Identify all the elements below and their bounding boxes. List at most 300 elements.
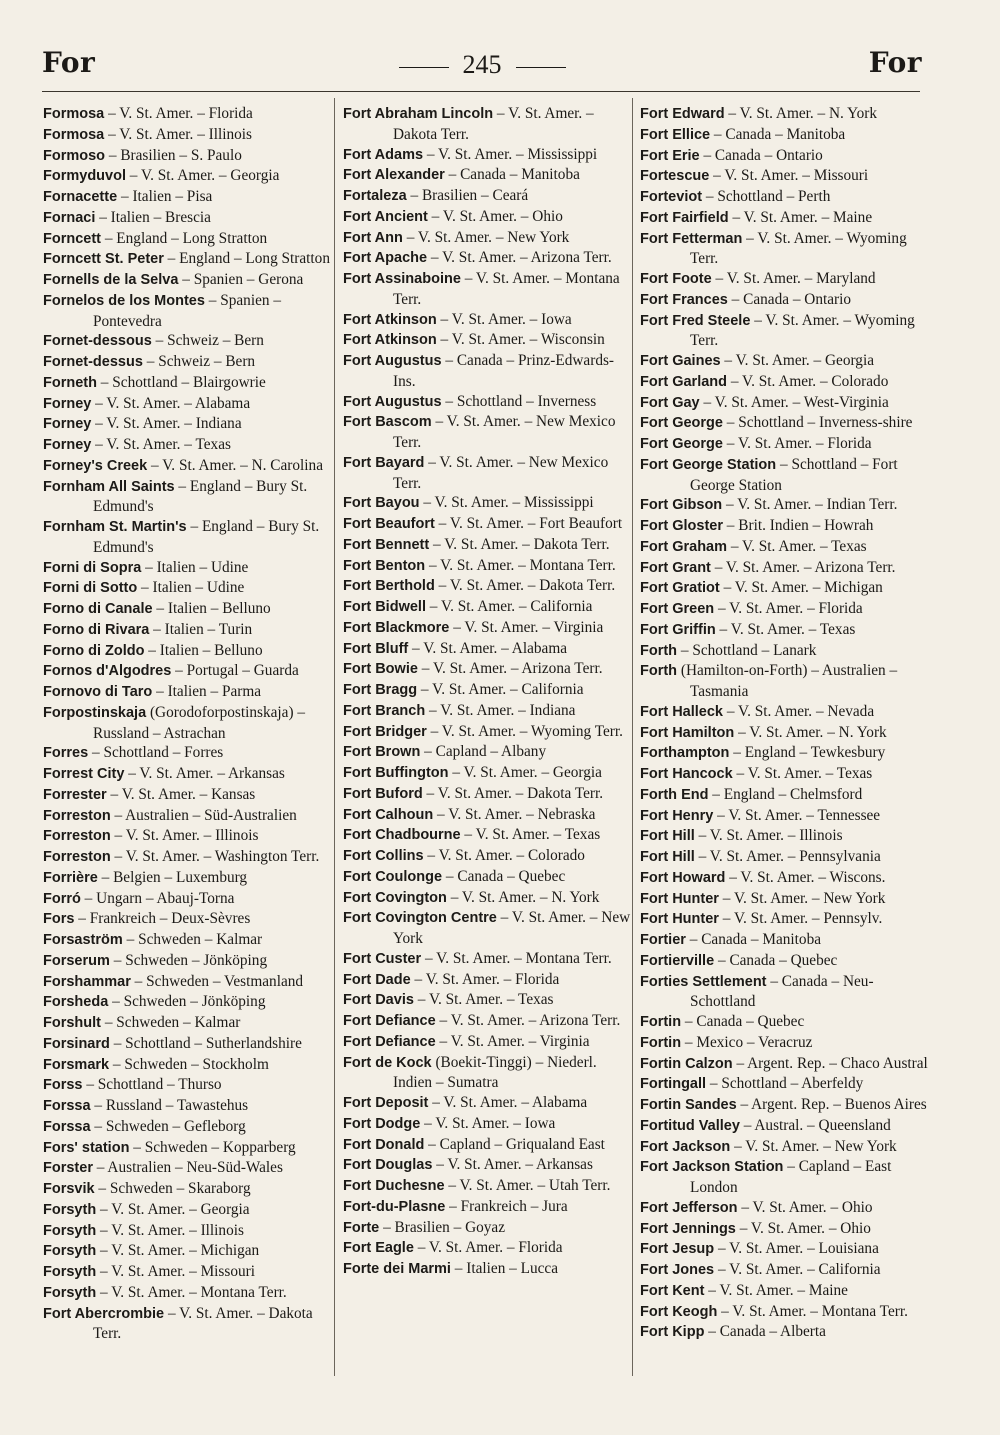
entry-location: – V. St. Amer. – Texas (413, 991, 554, 1009)
page-number: 245 (462, 50, 502, 79)
gazetteer-entry (343, 104, 631, 145)
entry-placename: Forsyth (43, 1284, 97, 1301)
gazetteer-entry (43, 806, 331, 827)
entry-placename: Forni di Sotto (43, 580, 138, 597)
entry-location: – V. St. Amer. – Florida (410, 970, 560, 988)
gazetteer-entry (640, 1281, 928, 1302)
gazetteer-entry (343, 1218, 631, 1239)
entry-location: – V. St. Amer. – Nebraska (433, 805, 596, 823)
entry-location: – Italien – Udine (141, 558, 249, 576)
entry-location: – V. St. Amer. – Ohio (735, 1219, 871, 1237)
gazetteer-entry (343, 514, 631, 535)
gazetteer-entry (43, 641, 331, 662)
gazetteer-entry (43, 1221, 331, 1242)
gazetteer-entry (43, 146, 331, 167)
entry-location: – Schweden – Jönköping (108, 993, 266, 1011)
gazetteer-entry (640, 620, 928, 641)
entry-placename: Forth (640, 642, 678, 659)
entry-location: – V. St. Amer. – Georgia (125, 167, 280, 185)
entry-placename: Forni di Sopra (43, 559, 142, 576)
gazetteer-entry (640, 661, 928, 702)
gazetteer-column-2 (343, 104, 631, 1280)
gazetteer-entry (43, 1283, 331, 1304)
entry-placename: Fort Hill (640, 828, 695, 845)
entry-placename: Fort Erie (640, 147, 700, 164)
entry-placename: Fort Calhoun (343, 806, 434, 823)
entry-location: – V. St. Amer. – Dakota Terr. (434, 577, 616, 595)
entry-placename: Fortaleza (343, 188, 407, 204)
gazetteer-entry (43, 682, 331, 703)
entry-placename: Fort Buford (343, 785, 423, 802)
entry-location: – V. St. Amer. – Montana Terr. (393, 270, 620, 308)
gazetteer-entry (640, 393, 928, 414)
entry-location: – Spanien – Pontevedra (93, 291, 281, 330)
entry-location: – Capland – East London (690, 1158, 892, 1196)
gazetteer-entry (343, 1259, 631, 1280)
entry-placename: Fort Gloster (640, 518, 723, 534)
entry-location: – Canada – Manitoba (444, 166, 580, 184)
entry-location: – V. St. Amer. – Florida (413, 1239, 563, 1257)
entry-location: – V. St. Amer. – New Mexico Terr. (393, 413, 616, 451)
gazetteer-entry (640, 166, 928, 187)
entry-placename: Forreston (43, 807, 111, 824)
entry-location: (Gorodoforpostinskaja) – Russland – Astrachan (93, 703, 306, 742)
gazetteer-entry (43, 373, 331, 394)
entry-location: – V. St. Amer. – Michigan (719, 579, 883, 597)
entry-placename: Fortierville (640, 952, 715, 969)
gazetteer-entry (43, 104, 331, 125)
entry-location: – V. St. Amer. – Dakota Terr. (422, 784, 604, 802)
entry-location: – Schweiz – Bern (142, 353, 256, 370)
gazetteer-entry (43, 456, 331, 477)
entry-placename: Fornells de la Selva (43, 272, 179, 288)
gazetteer-entry (343, 186, 631, 207)
gazetteer-entry (43, 208, 331, 229)
gazetteer-entry (640, 806, 928, 827)
gazetteer-entry (43, 764, 331, 785)
entry-placename: Fort Davis (343, 992, 414, 1009)
entry-location: – Schweden – Kopparberg (129, 1138, 296, 1156)
gazetteer-entry (343, 949, 631, 970)
gazetteer-entry (43, 620, 331, 641)
entry-placename: Fort Hill (640, 849, 695, 865)
entry-location: – Spanien – Gerona (178, 271, 304, 288)
gazetteer-entry (640, 516, 928, 537)
gazetteer-entry (343, 680, 631, 701)
gazetteer-entry (640, 1095, 928, 1116)
entry-location: – V. St. Amer. – Texas (91, 436, 231, 453)
entry-placename: Fort Ellice (640, 126, 711, 143)
entry-location: – V. St. Amer. – Mississippi (423, 145, 598, 163)
gazetteer-entry (640, 1012, 928, 1033)
entry-location: – V. St. Amer. – Wyoming Terr. (690, 229, 907, 268)
entry-location: – Russland – Tawastehus (90, 1097, 249, 1114)
entry-location: – Canada – Quebec (714, 951, 838, 969)
entry-placename: Forreston (43, 849, 111, 865)
entry-location: – V. St. Amer. – Montana Terr. (425, 556, 616, 574)
gazetteer-entry (343, 970, 631, 991)
entry-placename: Forreston (43, 828, 111, 845)
entry-location: – Italien – Udine (137, 579, 245, 597)
entry-placename: Fortin (640, 1034, 682, 1051)
entry-location: – V. St. Amer. – Wiscons. (725, 868, 886, 886)
gazetteer-entry (640, 495, 928, 516)
gazetteer-entry (640, 599, 928, 620)
gazetteer-entry (640, 641, 928, 662)
gazetteer-entry (343, 556, 631, 577)
entry-placename: Fort Jennings (640, 1220, 736, 1237)
entry-placename: Fort Berthold (343, 578, 435, 595)
entry-location: – V. St. Amer. – Arizona Terr. (710, 558, 896, 576)
entry-placename: Fornet-dessous (43, 333, 152, 350)
gazetteer-entry (43, 187, 331, 208)
gazetteer-entry (640, 847, 928, 868)
entry-placename: Fort Covington (343, 889, 447, 906)
entry-placename: Fort Chadbourne (343, 827, 461, 844)
entry-placename: Fort Dade (343, 971, 411, 988)
entry-placename: Formyduvol (43, 168, 126, 185)
gazetteer-entry (43, 847, 331, 868)
entry-location: – V. St. Amer. – Pennsylvania (694, 848, 881, 865)
entry-location: – Schweden – Kalmar (122, 931, 263, 948)
gazetteer-entry (343, 310, 631, 331)
gazetteer-entry (640, 104, 928, 125)
gazetteer-entry (343, 763, 631, 784)
entry-location: – Schottland – Sutherlandshire (109, 1034, 302, 1052)
entry-location: – V. St. Amer. – Indiana (425, 701, 576, 719)
entry-placename: Forthampton (640, 745, 730, 762)
entry-placename: Fort Hamilton (640, 724, 735, 741)
entry-location: – Schottland – Inverness (441, 392, 597, 410)
gazetteer-entry (343, 990, 631, 1011)
gazetteer-entry (343, 228, 631, 249)
entry-placename: Fornacette (43, 189, 118, 205)
entry-location: – V. St. Amer. – California (714, 1261, 881, 1278)
entry-placename: Fort Benton (343, 557, 426, 574)
entry-placename: Forsyth (43, 1201, 97, 1218)
entry-location: – Schweden – Stockholm (109, 1055, 269, 1073)
entry-location: – V. St. Amer. – Indian Terr. (722, 496, 898, 514)
gazetteer-entry (343, 412, 631, 453)
entry-placename: Fornos d'Algodres (43, 663, 172, 680)
gazetteer-entry (343, 1155, 631, 1176)
gazetteer-entry (43, 1304, 331, 1345)
entry-location: – Schweden – Jönköping (109, 951, 268, 969)
entry-placename: Fortin (640, 1014, 682, 1030)
entry-location: – Frankreich – Jura (445, 1197, 568, 1215)
entry-location: – Brit. Indien – Howrah (722, 517, 874, 534)
entry-location: – V. St. Amer. – Indiana (91, 415, 242, 433)
gazetteer-entry (640, 125, 928, 146)
gazetteer-entry (640, 972, 928, 1013)
gazetteer-entry (43, 785, 331, 806)
entry-location: – V. St. Amer. – Maryland (711, 270, 876, 287)
entry-location: – V. St. Amer. – Missouri (709, 167, 869, 185)
gazetteer-entry (640, 1074, 928, 1095)
entry-location: – V. St. Amer. – Dakota Terr. (393, 105, 594, 143)
gazetteer-entry (43, 270, 331, 291)
gazetteer-entry (640, 785, 928, 806)
gazetteer-entry (640, 868, 928, 889)
entry-placename: Fort Foote (640, 271, 712, 287)
entry-location: – Brasilien – S. Paulo (105, 146, 242, 164)
entry-location: – V. St. Amer. – Maine (704, 1281, 848, 1299)
gazetteer-entry (343, 659, 631, 680)
entry-placename: Fort Hancock (640, 766, 733, 782)
entry-location: – V. St. Amer. – Alabama (428, 1094, 588, 1111)
entry-placename: Fort Defiance (343, 1013, 436, 1029)
entry-location: – Schweiz – Bern (151, 332, 264, 350)
gazetteer-entry (43, 599, 331, 620)
gazetteer-entry (640, 537, 928, 558)
entry-placename: Fort Jesup (640, 1241, 715, 1258)
entry-location: – V. St. Amer. – Ohio (427, 207, 563, 225)
entry-location: – Schottland – Inverness-shire (722, 414, 913, 432)
gazetteer-entry (640, 413, 928, 434)
gazetteer-entry (343, 392, 631, 413)
gazetteer-entry (343, 1032, 631, 1053)
entry-location: – V. St. Amer. – Texas (715, 620, 856, 638)
entry-placename: Forney's Creek (43, 457, 148, 474)
entry-placename: Fort George Station (640, 456, 777, 473)
entry-location: – Schweden – Gefleborg (90, 1117, 246, 1135)
entry-placename: Fort George (640, 415, 723, 432)
entry-placename: Fort Garland (640, 373, 728, 390)
entry-location: – Ungarn – Abauj-Torna (80, 889, 235, 907)
entry-placename: Forss (43, 1077, 83, 1094)
gazetteer-entry (343, 1197, 631, 1218)
entry-location: – Australien – Süd-Australien (110, 806, 297, 824)
entry-placename: Fort Kent (640, 1282, 705, 1299)
entry-placename: Fort Fetterman (640, 230, 743, 247)
entry-placename: Fort George (640, 436, 723, 452)
entry-placename: Forshammar (43, 973, 131, 990)
entry-placename: Fort Covington Centre (343, 910, 497, 927)
entry-placename: Fornaci (43, 209, 96, 226)
entry-location: – Schottland – Perth (702, 188, 831, 205)
entry-placename: Fort Bayard (343, 454, 425, 471)
gazetteer-entry (43, 1262, 331, 1283)
entry-location: – V. St. Amer. – Mississippi (419, 494, 594, 512)
gazetteer-entry (343, 535, 631, 556)
entry-placename: Fort Branch (343, 702, 426, 719)
entry-placename: Fornet-dessus (43, 354, 143, 370)
entry-placename: Fors (43, 911, 75, 928)
gazetteer-entry (640, 372, 928, 393)
entry-placename: Forres (43, 745, 89, 762)
gazetteer-entry (43, 1138, 331, 1159)
gazetteer-entry (343, 1114, 631, 1135)
gazetteer-entry (343, 576, 631, 597)
entry-placename: Fortier (640, 932, 686, 948)
entry-placename: Fort Green (640, 601, 715, 617)
gazetteer-entry (43, 1075, 331, 1096)
entry-location: – V. St. Amer. – Texas (732, 765, 873, 782)
entry-location: – Italien – Pisa (117, 188, 213, 205)
entry-location: (Hamilton-on-Forth) – Australien – Tasmania (677, 662, 898, 700)
gazetteer-column-1 (43, 104, 331, 1344)
gazetteer-entry (343, 269, 631, 310)
entry-location: – V. St. Amer. – Arkansas (432, 1156, 593, 1174)
entry-placename: Forsyth (43, 1222, 97, 1239)
entry-location: – V. St. Amer. – Montana Terr. (96, 1283, 287, 1301)
entry-placename: Fort Coulonge (343, 868, 443, 885)
entry-location: – Frankreich – Deux-Sèvres (74, 910, 251, 928)
entry-location: – V. St. Amer. – Montana Terr. (421, 949, 612, 967)
gazetteer-entry (640, 269, 928, 290)
entry-placename: Forneth (43, 374, 97, 391)
gazetteer-entry (343, 722, 631, 743)
gazetteer-entry (640, 1239, 928, 1260)
entry-location: – Schottland – Blairgowrie (96, 373, 266, 391)
entry-location: – V. St. Amer. – Illinois (694, 827, 843, 845)
entry-location: – V. St. Amer. – Colorado (727, 372, 889, 390)
gazetteer-entry (343, 1176, 631, 1197)
entry-location: – Belgien – Luxemburg (97, 868, 248, 886)
entry-placename: Forssa (43, 1098, 91, 1114)
gazetteer-entry (43, 435, 331, 456)
entry-placename: Fort Abraham Lincoln (343, 106, 494, 122)
entry-placename: Fort Douglas (343, 1157, 433, 1174)
gazetteer-entry (343, 805, 631, 826)
entry-placename: Fort Henry (640, 807, 714, 824)
entry-location: – V. St. Amer. – Georgia (720, 352, 874, 369)
entry-placename: Fort Graham (640, 538, 728, 555)
entry-placename: Fort Collins (343, 848, 424, 864)
entry-placename: Fort Augustus (343, 353, 442, 369)
entry-location: – V. St. Amer. – Arizona Terr. (417, 660, 603, 678)
running-head-right: For (868, 46, 922, 79)
gazetteer-entry (343, 888, 631, 909)
gazetteer-entry (43, 1158, 331, 1179)
entry-location: – V. St. Amer. – Dakota Terr. (93, 1304, 313, 1343)
entry-placename: Forrester (43, 786, 107, 803)
gazetteer-entry (640, 951, 928, 972)
entry-placename: Fort Fairfield (640, 209, 729, 226)
entry-placename: Fort Atkinson (343, 332, 437, 349)
entry-placename: Fort Hunter (640, 890, 719, 907)
entry-placename: Forth End (640, 786, 709, 803)
entry-location: – Schweden – Kalmar (101, 1014, 241, 1031)
entry-placename: Fortitud Valley (640, 1117, 740, 1134)
gazetteer-entry (640, 229, 928, 270)
entry-location: – V. St. Amer. – Dakota Terr. (429, 535, 610, 553)
entry-location: – V. St. Amer. – Michigan (96, 1242, 260, 1260)
entry-location: – V. St. Amer. – Fort Beaufort (434, 515, 623, 532)
entry-location: – Italien – Turin (149, 620, 253, 638)
entry-location: – Italien – Belluno (152, 600, 271, 617)
gazetteer-entry (343, 1093, 631, 1114)
entry-location: – V. St. Amer. – Washington Terr. (110, 848, 320, 865)
entry-location: – V. St. Amer. – Wyoming Terr. (690, 311, 915, 350)
gazetteer-entry (640, 930, 928, 951)
entry-placename: Fornham All Saints (43, 478, 175, 495)
gazetteer-entry (43, 1013, 331, 1034)
gazetteer-entry (640, 351, 928, 372)
entry-placename: Forserum (43, 952, 110, 969)
gazetteer-entry (640, 578, 928, 599)
entry-location: – Canada – Manitoba (685, 931, 822, 948)
gazetteer-entry (43, 352, 331, 373)
entry-placename: Fort Bowie (343, 661, 418, 678)
gazetteer-entry (343, 742, 631, 763)
entry-location: – Canada – Ontario (727, 290, 852, 308)
entry-placename: Fort Howard (640, 869, 726, 886)
entry-placename: Fort Eagle (343, 1240, 414, 1257)
entry-location: – V. St. Amer. – New York (402, 228, 570, 246)
gazetteer-entry (43, 249, 331, 270)
entry-location: – Schottland – Lanark (677, 641, 817, 659)
entry-placename: Fort Ancient (343, 208, 428, 225)
entry-location: – V. St. Amer. – West-Virginia (699, 393, 889, 411)
entry-location: – V. St. Amer. – Virginia (435, 1032, 590, 1050)
entry-placename: Fort Jefferson (640, 1199, 738, 1216)
gazetteer-entry (43, 125, 331, 146)
entry-location: – Australien – Neu-Süd-Wales (92, 1159, 283, 1177)
gazetteer-entry (640, 1219, 928, 1240)
entry-placename: Fort Frances (640, 291, 728, 308)
gazetteer-entry (343, 701, 631, 722)
entry-location: – Mexico – Veracruz (681, 1033, 813, 1051)
entry-placename: Forney (43, 416, 92, 433)
entry-placename: Fort Augustus (343, 393, 442, 410)
gazetteer-entry (343, 165, 631, 186)
entry-placename: Fort Apache (343, 250, 428, 267)
gazetteer-entry (343, 453, 631, 494)
entry-location: – Canada – Neu-Schottland (690, 972, 874, 1011)
entry-location: – England – Bury St. Edmund's (93, 477, 308, 516)
gazetteer-entry (43, 1241, 331, 1262)
entry-location: – Canada – Ontario (699, 146, 823, 164)
gazetteer-entry (343, 207, 631, 228)
entry-placename: Forsinard (43, 1035, 110, 1052)
entry-location: – Italien – Brescia (95, 208, 211, 226)
entry-location: – V. St. Amer. – Texas (460, 826, 601, 844)
entry-placename: Fort Abercrombie (43, 1305, 165, 1322)
entry-location: – Canada – Quebec (442, 867, 566, 885)
header-rule (42, 91, 920, 92)
entry-location: – V. St. Amer. – Georgia (448, 764, 602, 781)
entry-placename: Forsmark (43, 1056, 110, 1073)
gazetteer-entry (343, 493, 631, 514)
entry-placename: Fort-du-Plasne (343, 1198, 446, 1215)
entry-placename: Forteviot (640, 189, 703, 205)
gazetteer-entry (43, 578, 331, 599)
entry-placename: Forno di Canale (43, 601, 153, 617)
gazetteer-entry (343, 825, 631, 846)
entry-location: – V. St. Amer. – New York (718, 889, 886, 907)
entry-placename: Forrière (43, 869, 98, 886)
gazetteer-entry (640, 1302, 928, 1323)
gazetteer-entry (43, 414, 331, 435)
entry-location: – V. St. Amer. – Pennsylv. (718, 910, 883, 928)
gazetteer-entry (640, 311, 928, 352)
entry-placename: Fort Jackson Station (640, 1159, 784, 1176)
entry-location: – V. St. Amer. – Virginia (449, 618, 604, 636)
gazetteer-entry (43, 166, 331, 187)
gazetteer-entry (640, 434, 928, 455)
entry-placename: Forsyth (43, 1264, 97, 1280)
entry-location: – Canada – Alberta (704, 1323, 826, 1341)
entry-location: – V. St. Amer. – New Mexico Terr. (393, 453, 609, 492)
entry-location: – V. St. Amer. – Louisiana (714, 1240, 879, 1258)
entry-placename: Forncett (43, 230, 101, 247)
entry-placename: Forncett St. Peter (43, 251, 164, 268)
gazetteer-entry (43, 826, 331, 847)
entry-placename: Forth (640, 663, 678, 680)
gazetteer-entry (343, 618, 631, 639)
gazetteer-entry (43, 661, 331, 682)
